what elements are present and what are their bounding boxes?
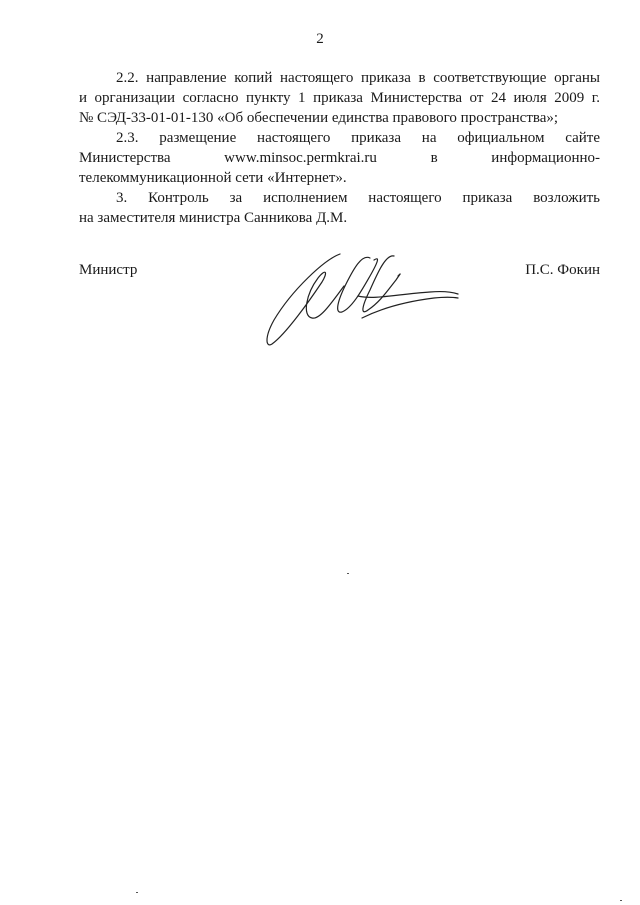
scan-speck xyxy=(620,900,622,901)
paragraph-line: 3. Контроль за исполнением настоящего приказа возложить xyxy=(116,190,600,206)
paragraph-2-3 xyxy=(79,128,600,188)
paragraph-line: Министерства www.minsoc.permkrai.ru в информационно- xyxy=(79,150,600,166)
paragraph-line: № СЭД-33-01-01-130 «Об обеспечении единства правового пространства»; xyxy=(79,110,559,126)
paragraph-line: 2.2. направление копий настоящего приказа в соответствующие органы xyxy=(116,70,600,86)
signatory-name: П.С. Фокин xyxy=(525,262,600,278)
scan-speck xyxy=(347,573,349,574)
paragraph-line: и организации согласно пункту 1 приказа Министерства от 24 июля 2009 г. xyxy=(79,90,600,106)
signatory-title: Министр xyxy=(79,262,138,278)
scan-speck xyxy=(136,892,138,893)
paragraph-3 xyxy=(79,188,600,228)
page-number: 2 xyxy=(316,31,324,47)
handwritten-signature xyxy=(262,250,462,355)
paragraph-2-2 xyxy=(79,68,600,128)
paragraph-line: на заместителя министра Санникова Д.М. xyxy=(79,210,348,226)
document-body xyxy=(79,68,600,228)
paragraph-line: телекоммуникационной сети «Интернет». xyxy=(79,170,347,186)
paragraph-line: 2.3. размещение настоящего приказа на официальном сайте xyxy=(116,130,600,146)
